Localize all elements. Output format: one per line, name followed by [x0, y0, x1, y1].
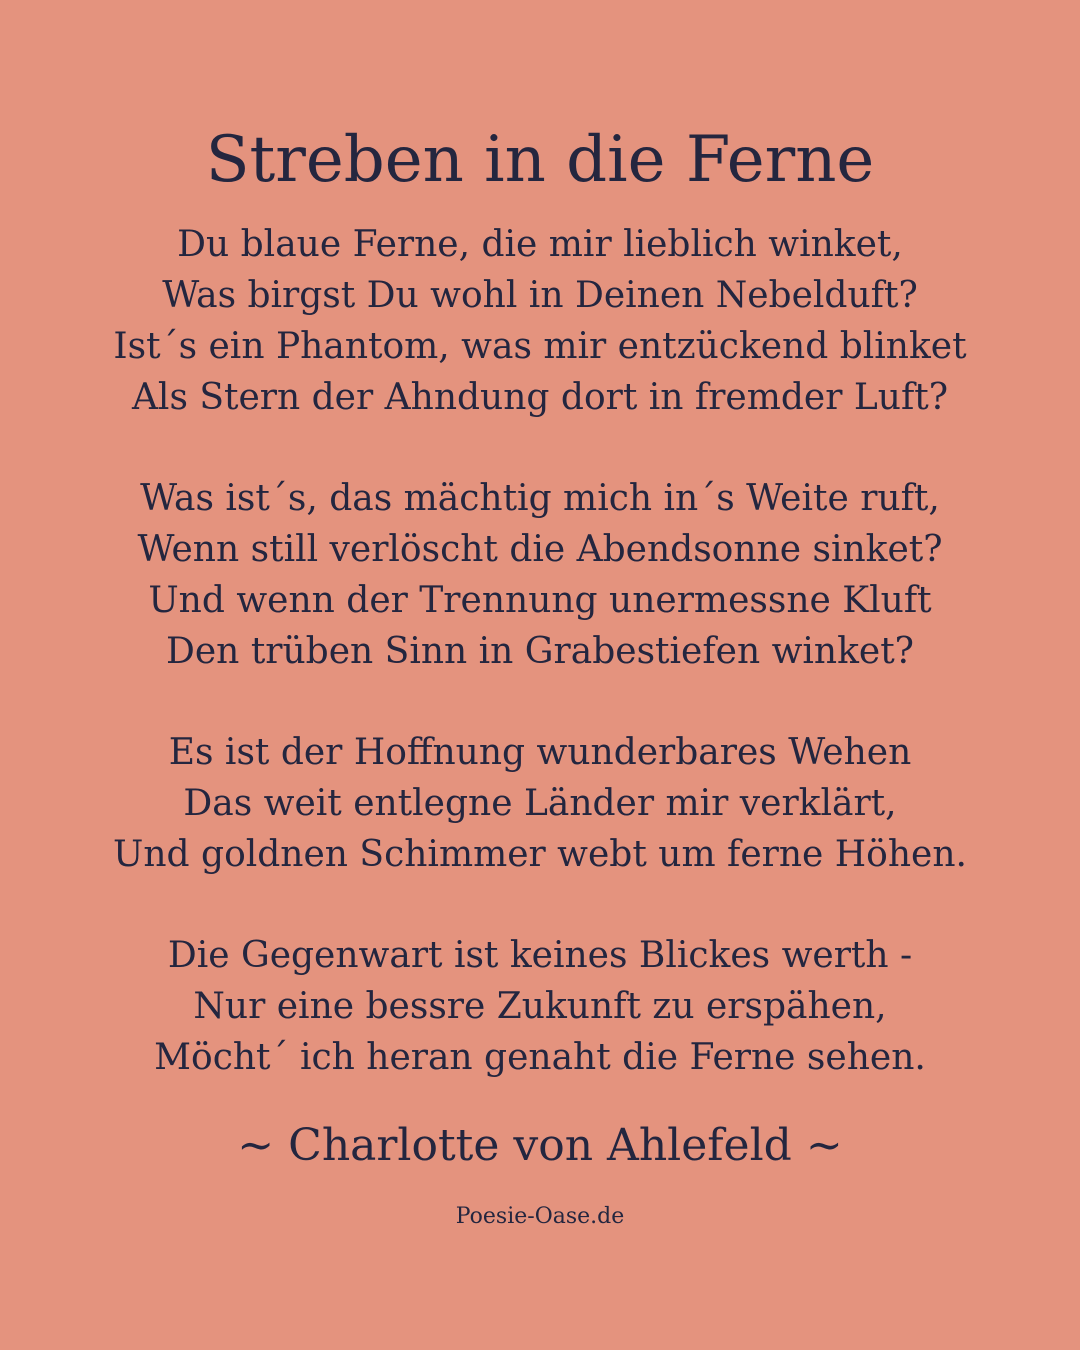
poem-body [0, 219, 1080, 1133]
site-credit: Poesie-Oase.de [455, 1204, 625, 1229]
poem-line: Den trüben Sinn in Grabestiefen winket? [166, 631, 914, 672]
poem-line: Möcht´ ich heran genaht die Ferne sehen. [154, 1037, 926, 1078]
poem-line: Als Stern der Ahndung dort in fremder Luft? [131, 377, 949, 418]
poem-line: Und goldnen Schimmer webt um ferne Höhen. [113, 834, 967, 875]
poem-line: Die Gegenwart ist keines Blickes werth - [167, 935, 913, 976]
stanza-4 [0, 930, 1080, 1083]
poem-line: Das weit entlegne Länder mir verklärt, [183, 783, 897, 824]
poem-title: Streben in die Ferne [205, 123, 875, 197]
stanza-3 [0, 727, 1080, 880]
poem-line: Du blaue Ferne, die mir lieblich winket, [177, 224, 903, 265]
poem-line: Wenn still verlöscht die Abendsonne sinket? [137, 529, 943, 570]
stanza-2 [0, 473, 1080, 677]
poem-line: Es ist der Hoffnung wunderbares Wehen [168, 732, 912, 773]
poem-line: Was ist´s, das mächtig mich in´s Weite ruft, [140, 478, 940, 519]
poem-line: Und wenn der Trennung unermessne Kluft [148, 580, 932, 621]
poem-line: Nur eine bessre Zukunft zu erspähen, [193, 986, 887, 1027]
poem-line: Was birgst Du wohl in Deinen Nebelduft? [162, 275, 918, 316]
stanza-1 [0, 219, 1080, 423]
poem-author: ~ Charlotte von Ahlefeld ~ [237, 1120, 843, 1171]
poem-line: Ist´s ein Phantom, was mir entzückend blinket [113, 326, 967, 367]
